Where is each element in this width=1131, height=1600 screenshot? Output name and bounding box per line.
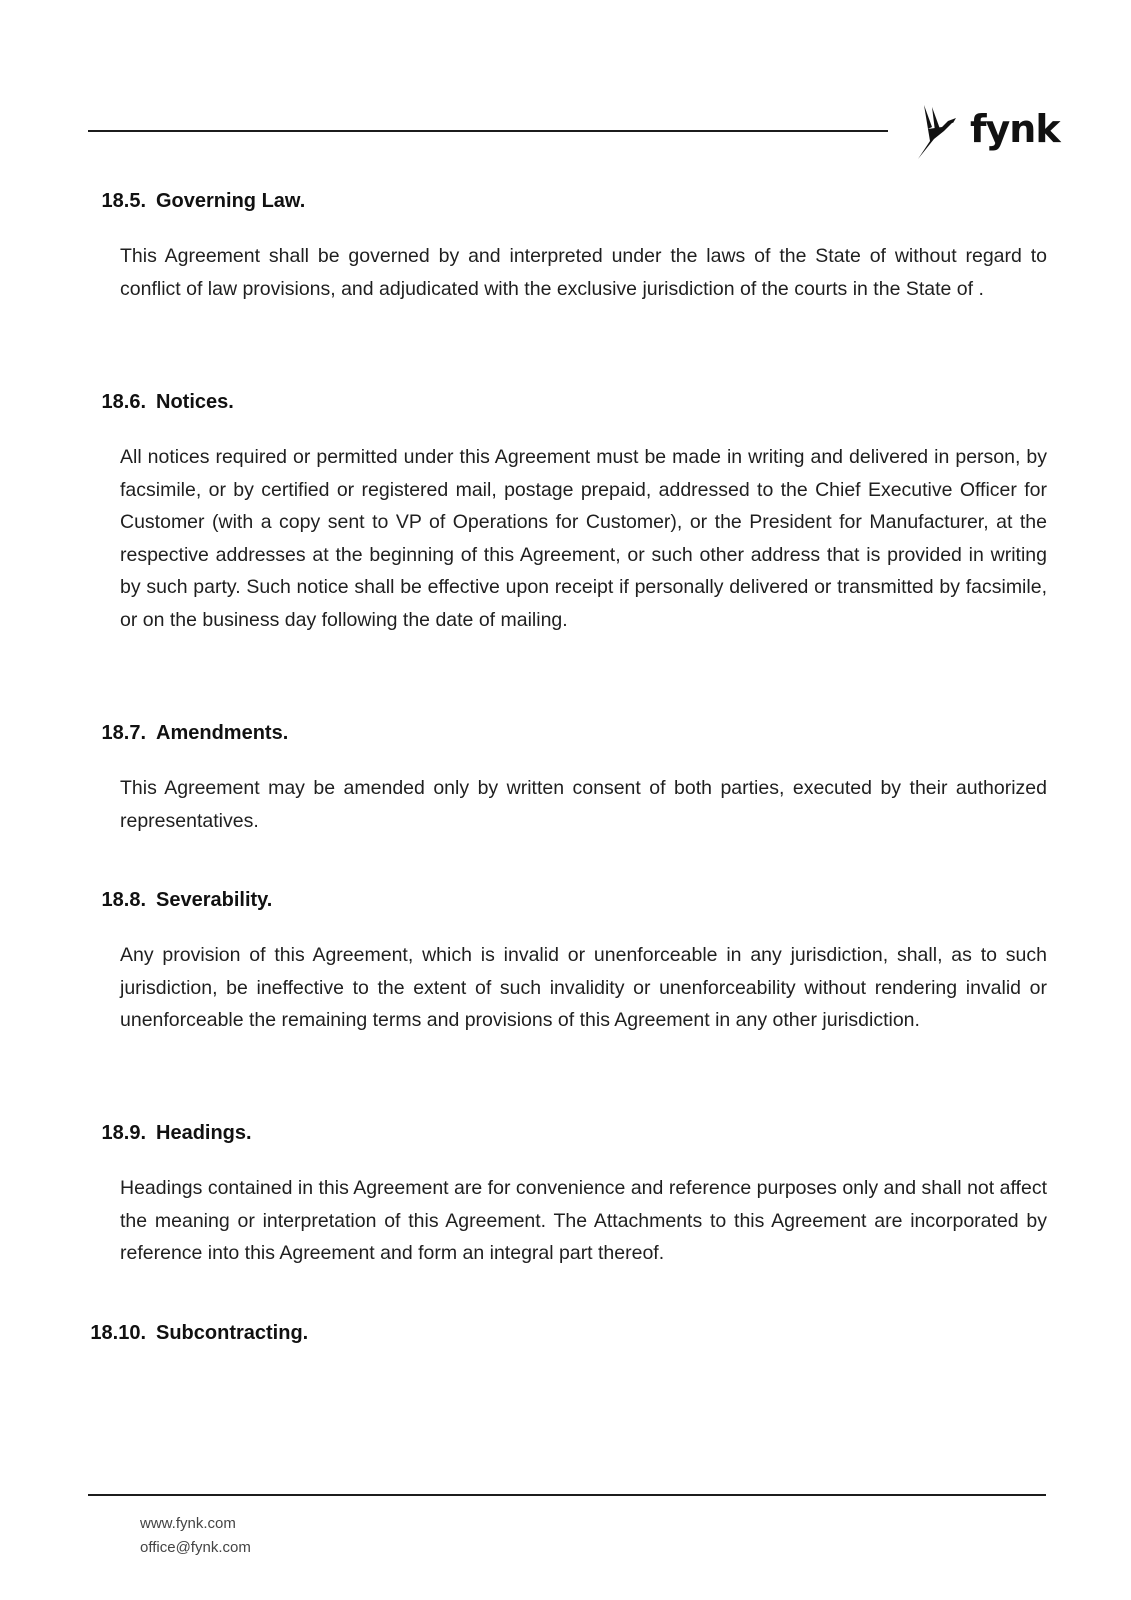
header-divider	[88, 130, 888, 132]
section-title: Severability.	[156, 889, 273, 911]
section-heading	[86, 721, 288, 745]
section-heading	[86, 888, 272, 912]
logo-wordmark: fynk	[970, 107, 1060, 151]
section-title: Amendments.	[156, 722, 289, 744]
section-number: 18.5.	[101, 190, 146, 212]
section-body: Any provision of this Agreement, which is invalid or unenforceable in any jurisdiction, shall, as to such jurisdiction, be ineffective to the extent of such invalidity or unenforceability without rendering invalid or unenforceable the remaining terms and provisions of this Agreement in any other jurisdiction.	[120, 944, 1047, 1031]
section-number: 18.6.	[101, 391, 146, 413]
fynk-bird-icon	[918, 105, 964, 159]
section-heading	[86, 189, 305, 213]
fynk-logo	[918, 104, 1060, 160]
section-body: This Agreement may be amended only by written consent of both parties, executed by their authorized representatives.	[120, 777, 1047, 832]
section-title: Subcontracting.	[156, 1322, 309, 1344]
section-heading	[86, 1121, 252, 1145]
section-body: Headings contained in this Agreement are for convenience and reference purposes only and shall not affect the meaning or interpretation of this Agreement. The Attachments to this Agreement are incorporated by reference into this Agreement and form an integral part thereof.	[120, 1177, 1047, 1264]
section-body: This Agreement shall be governed by and interpreted under the laws of the State of without regard to conflict of law provisions, and adjudicated with the exclusive jurisdiction of the courts in the State of .	[120, 245, 1047, 300]
section-title: Governing Law.	[156, 190, 306, 212]
section-number: 18.7.	[101, 722, 146, 744]
section-number: 18.8.	[101, 889, 146, 911]
section-body: All notices required or permitted under this Agreement must be made in writing and delivered in person, by facsimile, or by certified or registered mail, postage prepaid, addressed to the Chief Executive Officer for Customer (with a copy sent to VP of Operations for Customer), or the President for Manufacturer, at the respective addresses at the beginning of this Agreement, or such other address that is provided in writing by such party. Such notice shall be effective upon receipt if personally delivered or transmitted by facsimile, or on the business day following the date of mailing.	[120, 446, 1047, 631]
section-number: 18.10.	[90, 1322, 146, 1344]
section-title: Notices.	[156, 391, 234, 413]
section-heading	[86, 390, 234, 414]
section-number: 18.9.	[101, 1122, 146, 1144]
footer-email-link[interactable]: office@fynk.com	[140, 1539, 251, 1556]
section-heading	[74, 1321, 308, 1345]
footer-website-link[interactable]: www.fynk.com	[140, 1515, 236, 1532]
section-title: Headings.	[156, 1122, 252, 1144]
footer-divider	[88, 1494, 1046, 1496]
